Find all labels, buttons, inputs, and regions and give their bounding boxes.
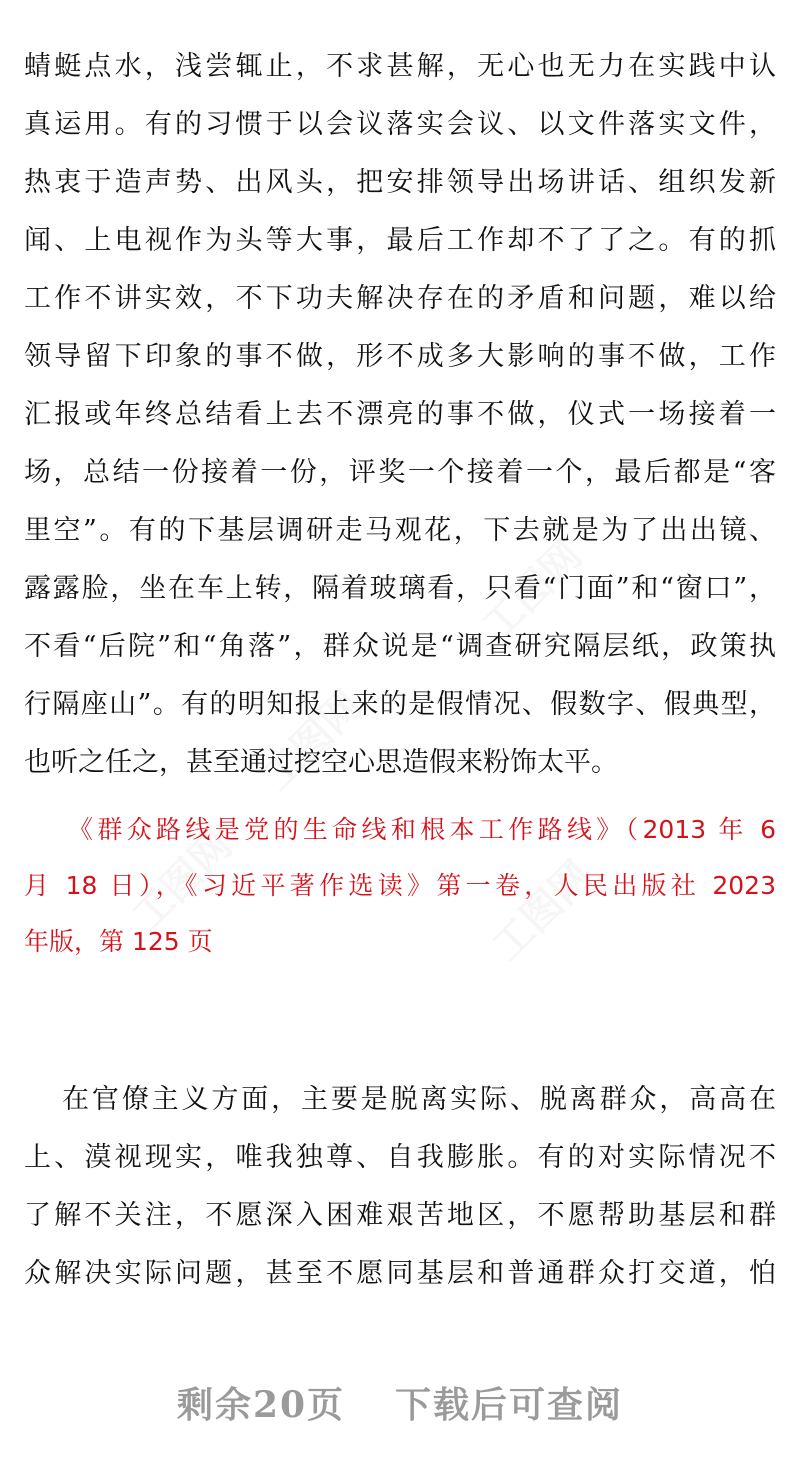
text-line: 了解不关注，不愿深入困难艰苦地区，不愿帮助基层和群 (24, 1200, 776, 1231)
citation-line: 年版，第 125 页 (24, 927, 213, 956)
text-line: 热衷于造声势、出风头，把安排领导出场讲话、组织发新 (24, 167, 776, 198)
text-line: 不看“后院”和“角落”，群众说是“调查研究隔层纸，政策执 (24, 631, 776, 662)
text-line: 蜻蜓点水，浅尝辄止，不求甚解，无心也无力在实践中认 (24, 51, 776, 82)
download-prompt-banner[interactable] (0, 1375, 800, 1435)
source-citation (24, 802, 776, 970)
text-line: 领导留下印象的事不做，形不成多大影响的事不做，工作 (24, 341, 776, 372)
text-line: 行隔座山”。有的明知报上来的是假情况、假数字、假典型， (24, 689, 776, 720)
citation-line: 月 18 日），《习近平著作选读》第一卷，人民出版社 2023 (24, 871, 776, 900)
watermark: 工图网 (473, 532, 592, 650)
text-line: 场，总结一份接着一份，评奖一个接着一个，最后都是“客 (24, 457, 776, 488)
remaining-pages-text: 剩余20页 (176, 1384, 346, 1426)
text-line: 也听之任之，甚至通过挖空心思造假来粉饰太平。 (24, 747, 618, 778)
text-line: 上、漠视现实，唯我独尊、自我膨胀。有的对实际情况不 (24, 1142, 776, 1173)
citation-line: 《群众路线是党的生命线和根本工作路线》（2013 年 6 (68, 815, 776, 844)
text-line: 闻、上电视作为头等大事，最后工作却不了了之。有的抓 (24, 225, 776, 256)
body-paragraph-1 (24, 38, 776, 792)
download-to-view-text: 下载后可查阅 (395, 1384, 624, 1426)
body-paragraph-2 (24, 1071, 776, 1303)
watermark: 工图网 (123, 822, 242, 940)
watermark: 工图网 (253, 682, 372, 800)
watermark: 工图网 (483, 852, 602, 970)
text-line: 工作不讲实效，不下功夫解决存在的矛盾和问题，难以给 (24, 283, 776, 314)
text-line: 里空”。有的下基层调研走马观花，下去就是为了出出镜、 (24, 515, 776, 546)
text-line: 汇报或年终总结看上去不漂亮的事不做，仪式一场接着一 (24, 399, 776, 430)
text-line: 真运用。有的习惯于以会议落实会议、以文件落实文件， (24, 109, 776, 140)
text-line: 在官僚主义方面，主要是脱离实际、脱离群众，高高在 (62, 1084, 776, 1115)
text-line: 露露脸，坐在车上转，隔着玻璃看，只看“门面”和“窗口”， (24, 573, 776, 604)
text-line: 众解决实际问题，甚至不愿同基层和普通群众打交道，怕 (24, 1258, 776, 1289)
